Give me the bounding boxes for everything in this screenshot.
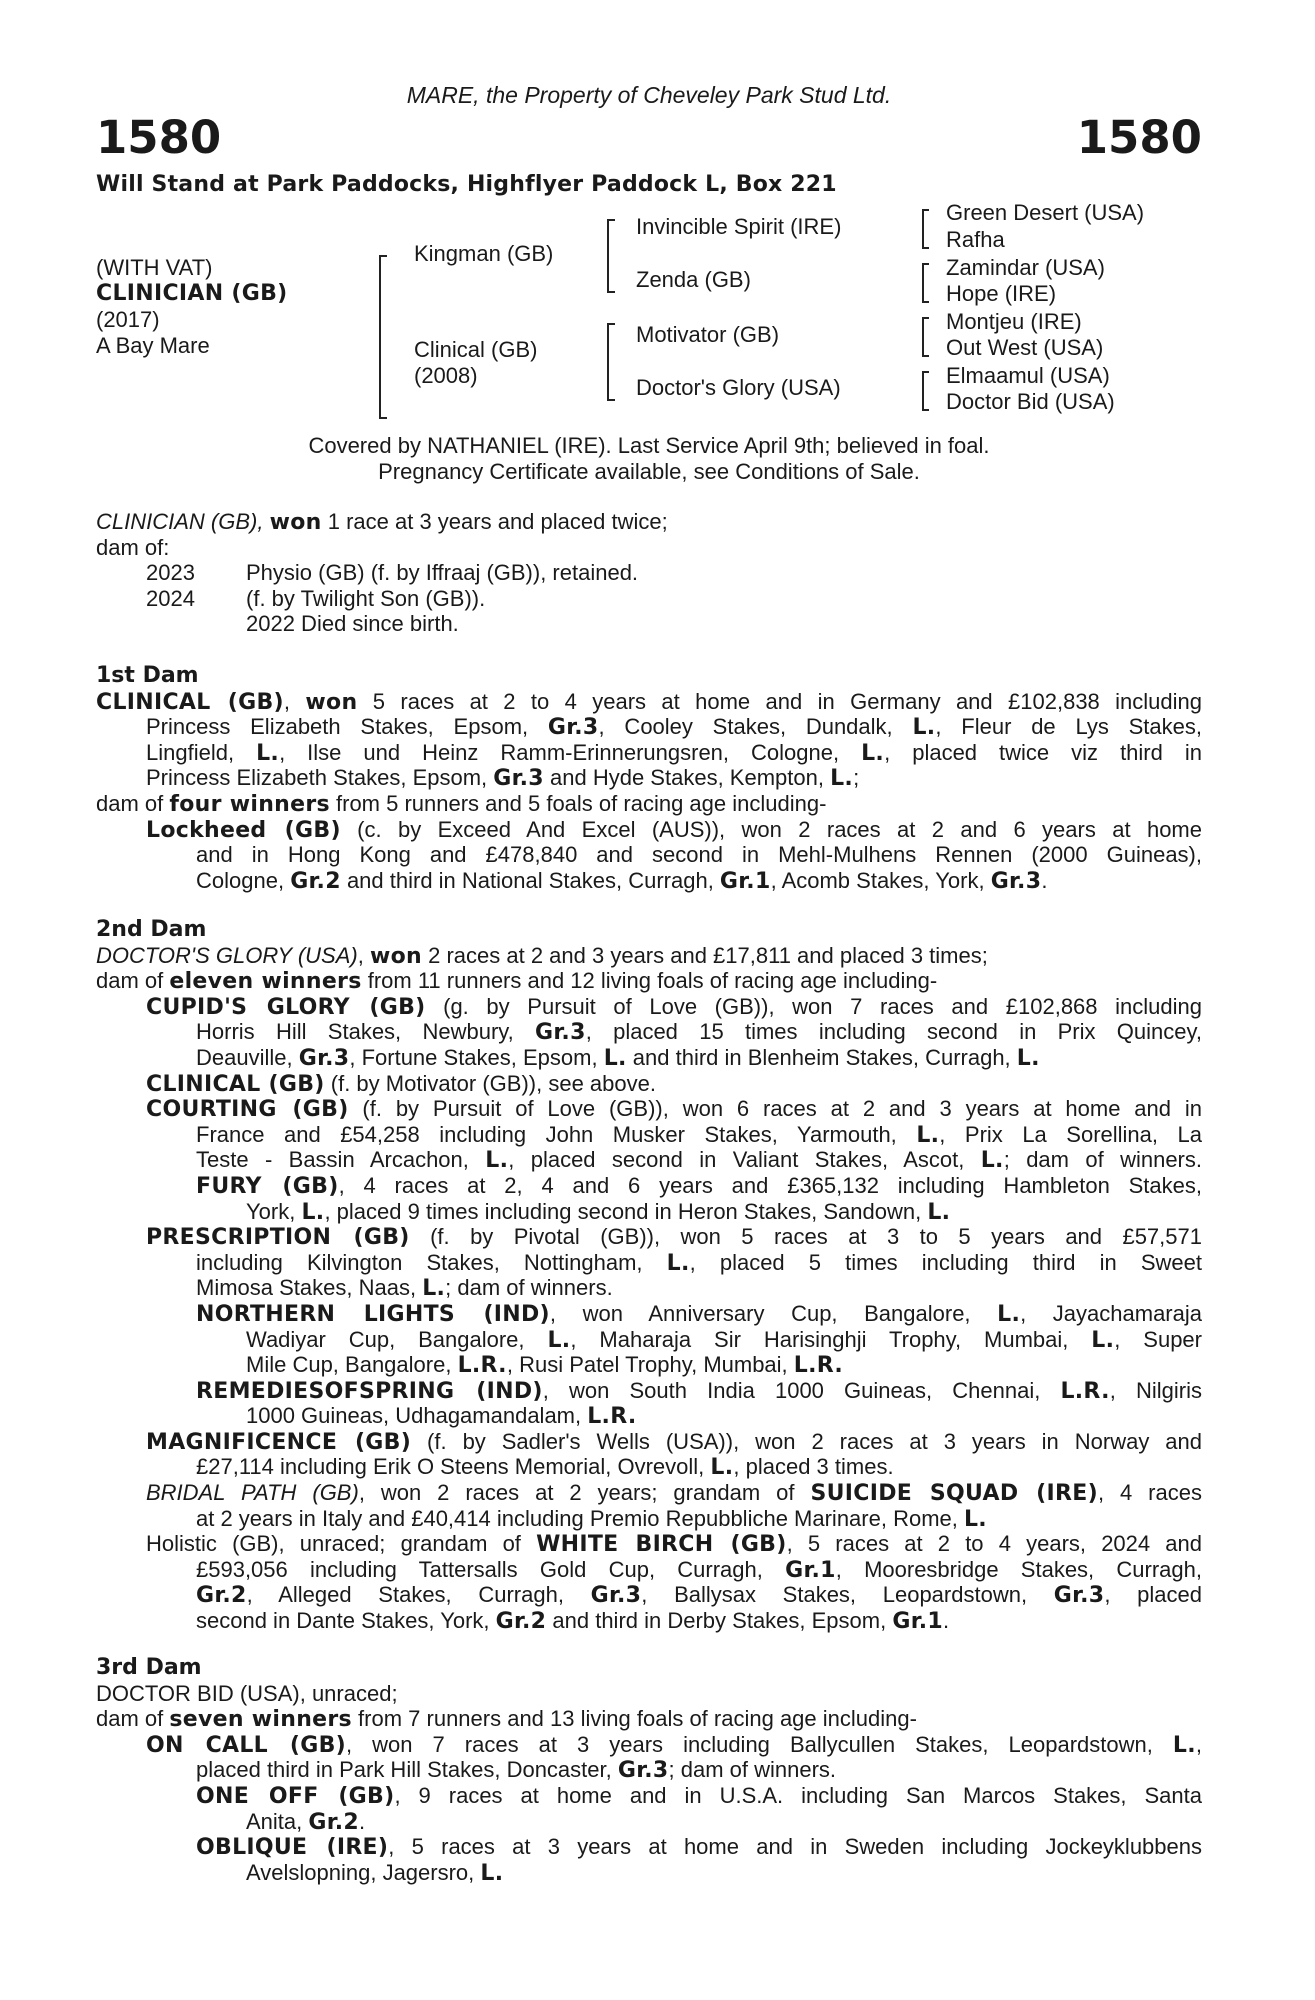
ss-dam: Rafha (946, 227, 1005, 252)
second-dam-line: MAGNIFICENCE (GB) (f. by Sadler's Wells (USA)), won 2 races at 3 years in Norway and (146, 1428, 1202, 1455)
second-dam-line: Wadiyar Cup, Bangalore, L., Maharaja Sir Harisinghji Trophy, Mumbai, L., Super (246, 1326, 1202, 1353)
lot-number-left: 1580 (96, 111, 222, 164)
produce-record (96, 509, 1202, 637)
second-dam-line: at 2 years in Italy and £40,414 including Premio Repubbliche Marinare, Rome, L. (196, 1505, 987, 1532)
second-dam-line: COURTING (GB) (f. by Pursuit of Love (GB)), won 6 races at 2 and 3 years at home and in (146, 1096, 1202, 1122)
sd-sire: Zamindar (USA) (946, 255, 1105, 280)
sire-sire: Invincible Spirit (IRE) (636, 214, 842, 239)
third-dam-line: ON CALL (GB), won 7 races at 3 years including Ballycullen Stakes, Leopardstown, L., (146, 1731, 1202, 1758)
first-dam-line: Lockheed (GB) (c. by Exceed And Excel (AUS)), won 2 races at 2 and 6 years at home (146, 816, 1202, 843)
second-dam-line: Deauville, Gr.3, Fortune Stakes, Epsom, L. and third in Blenheim Stakes, Curragh, L. (196, 1044, 1040, 1071)
produce-text: 2022 Died since birth. (246, 611, 459, 637)
second-dam-line: Mimosa Stakes, Naas, L.; dam of winners. (196, 1275, 613, 1302)
dam-name: Clinical (GB) (414, 337, 538, 362)
third-dam-line: Avelslopning, Jagersro, L. (246, 1859, 504, 1886)
produce-row (96, 560, 1202, 586)
third-dam-line: DOCTOR BID (USA), unraced; (96, 1680, 398, 1706)
second-dam-line: BRIDAL PATH (GB), won 2 races at 2 years; grandam of SUICIDE SQUAD (IRE), 4 races (146, 1480, 1202, 1506)
second-dam-line: PRESCRIPTION (GB) (f. by Pivotal (GB)), won 5 races at 3 to 5 years and £57,571 (146, 1224, 1202, 1250)
first-dam-section (96, 663, 1202, 893)
sd-dam: Hope (IRE) (946, 281, 1057, 306)
lot-number-right: 1580 (1076, 111, 1202, 164)
second-dam-line: Gr.2, Alleged Stakes, Curragh, Gr.3, Ballysax Stakes, Leopardstown, Gr.3, placed (196, 1582, 1202, 1609)
produce-horse-name: CLINICIAN (GB), (96, 509, 264, 534)
stand-location: Will Stand at Park Paddocks, Highflyer Paddock L, Box 221 (96, 172, 837, 197)
first-dam-line: Princess Elizabeth Stakes, Epsom, Gr.3 and Hyde Stakes, Kempton, L.; (146, 765, 860, 792)
second-dam-line: Teste - Bassin Arcachon, L., placed second in Valiant Stakes, Ascot, L.; dam of winners. (196, 1147, 1202, 1173)
dam-dam: Doctor's Glory (USA) (636, 375, 841, 400)
produce-intro (96, 509, 1202, 535)
first-dam-line: Lingfield, L., Ilse und Heinz Ramm-Erinnerungsren, Cologne, L., placed twice viz third in (146, 739, 1202, 766)
pedigree-brace-ss (922, 209, 929, 249)
pedigree-brace-sd (922, 263, 929, 303)
second-dam-section (96, 917, 1202, 1634)
second-dam-line: £593,056 including Tattersalls Gold Cup, Curragh, Gr.1, Mooresbridge Stakes, Curragh, (196, 1556, 1202, 1583)
second-dam-line: NORTHERN LIGHTS (IND), won Anniversary Cup, Bangalore, L., Jayachamaraja (196, 1300, 1202, 1327)
third-dam-line: OBLIQUE (IRE), 5 races at 3 years at home and in Sweden including Jockeyklubbens (196, 1834, 1202, 1860)
first-dam-lines (96, 689, 1202, 894)
dam-year: (2008) (414, 363, 478, 388)
pedigree-table (96, 200, 1202, 425)
horse-description: A Bay Mare (96, 333, 210, 358)
pedigree-brace-dam (607, 323, 615, 401)
covering-line-1: Covered by NATHANIEL (IRE). Last Service April 9th; believed in foal. (308, 433, 990, 458)
second-dam-line: York, L., placed 9 times including second in Heron Stakes, Sandown, L. (246, 1198, 951, 1225)
pedigree-brace-main (379, 255, 387, 419)
second-dam-line: dam of eleven winners from 11 runners and 12 living foals of racing age including- (96, 968, 938, 995)
third-dam-line: dam of seven winners from 7 runners and 13 living foals of racing age including- (96, 1706, 917, 1733)
dd-dam: Doctor Bid (USA) (946, 389, 1115, 414)
second-dam-lines (96, 943, 1202, 1634)
first-dam-line: Princess Elizabeth Stakes, Epsom, Gr.3, Cooley Stakes, Dundalk, L., Fleur de Lys Stakes, (146, 714, 1202, 740)
second-dam-line: CLINICAL (GB) (f. by Motivator (GB)), see above. (146, 1070, 656, 1097)
first-dam-line: CLINICAL (GB), won 5 races at 2 to 4 years at home and in Germany and £102,838 including (96, 688, 1202, 715)
second-dam-line: CUPID'S GLORY (GB) (g. by Pursuit of Love (GB)), won 7 races and £102,868 including (146, 993, 1202, 1020)
second-dam-line: including Kilvington Stakes, Nottingham, L., placed 5 times including third in Sweet (196, 1249, 1202, 1276)
produce-text: Physio (GB) (f. by Iffraaj (GB)), retained. (246, 560, 639, 586)
third-dam-line: Anita, Gr.2. (246, 1808, 366, 1835)
second-dam-line: 1000 Guineas, Udhagamandalam, L.R. (246, 1403, 637, 1430)
ss-sire: Green Desert (USA) (946, 200, 1145, 225)
horse-name: CLINICIAN (GB) (96, 281, 288, 306)
produce-row (96, 586, 1202, 612)
vat-note: (WITH VAT) (96, 255, 213, 280)
ds-dam: Out West (USA) (946, 335, 1104, 360)
second-dam-line: France and £54,258 including John Musker Stakes, Yarmouth, L., Prix La Sorellina, La (196, 1121, 1202, 1148)
first-dam-line: dam of four winners from 5 runners and 5 foals of racing age including- (96, 790, 827, 817)
pedigree-brace-sire (607, 219, 615, 293)
second-dam-line: Horris Hill Stakes, Newbury, Gr.3, placed 15 times including second in Prix Quincey, (196, 1019, 1202, 1045)
third-dam-line: placed third in Park Hill Stakes, Doncaster, Gr.3; dam of winners. (196, 1757, 837, 1784)
produce-rows (96, 560, 1202, 637)
second-dam-line: Holistic (GB), unraced; grandam of WHITE BIRCH (GB), 5 races at 2 to 4 years, 2024 and (146, 1531, 1202, 1557)
dd-sire: Elmaamul (USA) (946, 363, 1110, 388)
first-dam-line: and in Hong Kong and £478,840 and second in Mehl-Mulhens Rennen (2000 Guineas), (196, 842, 1202, 868)
pedigree-brace-ds (922, 317, 929, 357)
second-dam-line: DOCTOR'S GLORY (USA), won 2 races at 2 and 3 years and £17,811 and placed 3 times; (96, 942, 988, 969)
second-dam-heading: 2nd Dam (96, 917, 207, 942)
produce-intro-text: 1 race at 3 years and placed twice; (327, 509, 668, 534)
second-dam-line: FURY (GB), 4 races at 2, 4 and 6 years and £365,132 including Hambleton Stakes, (196, 1172, 1202, 1199)
vendor-line: MARE, the Property of Cheveley Park Stud Ltd. (406, 82, 892, 108)
second-dam-line: £27,114 including Erik O Steens Memorial, Ovrevoll, L., placed 3 times. (196, 1454, 894, 1481)
third-dam-section (96, 1655, 1202, 1885)
sire-dam: Zenda (GB) (636, 267, 751, 292)
dam-sire: Motivator (GB) (636, 322, 780, 347)
sire-name: Kingman (GB) (414, 241, 554, 266)
second-dam-line: second in Dante Stakes, York, Gr.2 and third in Derby Stakes, Epsom, Gr.1. (196, 1608, 950, 1635)
second-dam-line: REMEDIESOFSPRING (IND), won South India 1000 Guineas, Chennai, L.R., Nilgiris (196, 1377, 1202, 1404)
horse-year: (2017) (96, 307, 160, 332)
produce-won: won (269, 510, 322, 535)
ds-sire: Montjeu (IRE) (946, 309, 1082, 334)
second-dam-line: Mile Cup, Bangalore, L.R., Rusi Patel Trophy, Mumbai, L.R. (246, 1352, 844, 1379)
covering-note (96, 433, 1202, 484)
produce-year: 2023 (146, 560, 195, 586)
third-dam-heading: 3rd Dam (96, 1655, 202, 1680)
produce-dam-of: dam of: (96, 534, 170, 560)
produce-text: (f. by Twilight Son (GB)). (246, 585, 486, 611)
first-dam-heading: 1st Dam (96, 663, 199, 688)
third-dam-line: ONE OFF (GB), 9 races at home and in U.S.A. including San Marcos Stakes, Santa (196, 1782, 1202, 1809)
produce-year: 2024 (146, 585, 195, 611)
pedigree-brace-dd (922, 371, 929, 411)
third-dam-lines (96, 1681, 1202, 1886)
covering-line-2: Pregnancy Certificate available, see Conditions of Sale. (378, 458, 920, 484)
first-dam-line: Cologne, Gr.2 and third in National Stakes, Curragh, Gr.1, Acomb Stakes, York, Gr.3. (196, 867, 1048, 894)
produce-row (96, 611, 1202, 637)
